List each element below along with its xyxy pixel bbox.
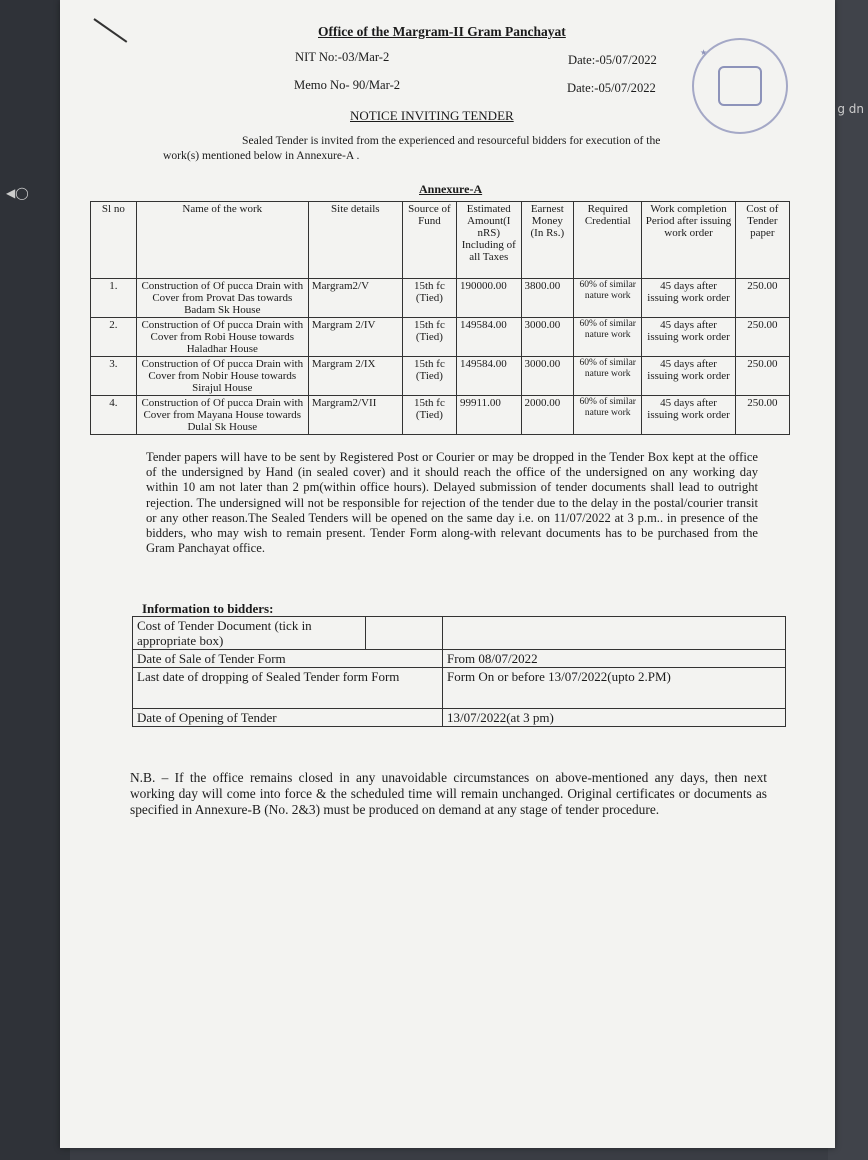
earnest-money: 3000.00 (521, 318, 574, 357)
col-estimated-amount: Estimated Amount(I nRS) Including of all Taxes (457, 202, 522, 279)
nit-number: NIT No:-03/Mar-2 (295, 50, 390, 64)
notice-title: NOTICE INVITING TENDER (350, 108, 514, 123)
earnest-money: 2000.00 (521, 396, 574, 435)
work-name: Construction of Of pucca Drain with Cover from Mayana House towards Dulal Sk House (136, 396, 308, 435)
source-of-fund: 15th fc (Tied) (402, 279, 456, 318)
background-text: g dn (837, 102, 864, 116)
tender-instructions-paragraph: Tender papers will have to be sent by Registered Post or Courier or may be dropped in the Tender Box kept at the office of the undersigned by Hand (in sealed cover) and it should reach the office of the undersigned on any working day within 10 am not later than 2 pm(within office hours). Delayed submission of tender documents shall lead to outright rejection. The undersigned will not be responsible for rejection of the tender due to the delay in the postal/courier transit or any other reason.The Sealed Tenders will be opened on the same day i.e. on 11/07/2022 at 3 p.m.. in presence of the bidders, who may wish to remain present. Tender Form along-with relevant documents has to be purchased from the Gram Panchayat office. (146, 450, 758, 556)
nb-note: N.B. – If the office remains closed in any unavoidable circumstances on above-mentioned any days, then next working day will come into force & the scheduled time will remain unchanged. Original certificates or documents as specified in Annexure-B (No. 2&3) must be produced on demand at any stage of tender procedure. (130, 770, 767, 817)
seal-lettering: ★ (700, 48, 708, 57)
pen-mark (93, 18, 127, 43)
nit-date: Date:-05/07/2022 (568, 53, 657, 67)
seal-emblem-icon (718, 66, 762, 106)
col-sl-no: Sl no (91, 202, 137, 279)
sl-no: 3. (91, 357, 137, 396)
annexure-table (90, 201, 790, 435)
work-name: Construction of Of pucca Drain with Cover from Provat Das towards Badam Sk House (136, 279, 308, 318)
work-completion-period: 45 days after issuing work order (642, 357, 735, 396)
intro-line-1: Sealed Tender is invited from the experienced and resourceful bidders for execution of the (242, 134, 661, 147)
site-details: Margram2/V (308, 279, 402, 318)
speaker-icon: ◀︎◯ (6, 186, 29, 200)
work-name: Construction of Of pucca Drain with Cover from Nobir House towards Sirajul House (136, 357, 308, 396)
estimated-amount: 190000.00 (457, 279, 522, 318)
site-details: Margram 2/IX (308, 357, 402, 396)
site-details: Margram 2/IV (308, 318, 402, 357)
memo-number: Memo No- 90/Mar-2 (294, 78, 401, 92)
info-heading: Information to bidders: (142, 601, 274, 616)
earnest-money: 3000.00 (521, 357, 574, 396)
table-row (91, 396, 790, 435)
col-site-details: Site details (308, 202, 402, 279)
required-credential: 60% of similar nature work (574, 396, 642, 435)
sale-value: From 08/07/2022 (443, 650, 786, 668)
annexure-title: Annexure-A (419, 182, 483, 196)
tender-document (60, 0, 835, 1148)
cost-of-tender: 250.00 (735, 396, 789, 435)
opening-value: 13/07/2022(at 3 pm) (443, 709, 786, 727)
cost-of-tender: 250.00 (735, 279, 789, 318)
table-row (91, 279, 790, 318)
memo-date: Date:-05/07/2022 (567, 81, 656, 95)
col-source-of-fund: Source of Fund (402, 202, 456, 279)
source-of-fund: 15th fc (Tied) (402, 357, 456, 396)
estimated-amount: 99911.00 (457, 396, 522, 435)
estimated-amount: 149584.00 (457, 357, 522, 396)
work-completion-period: 45 days after issuing work order (642, 396, 735, 435)
opening-label: Date of Opening of Tender (133, 709, 443, 727)
col-work-completion: Work completion Period after issuing work order (642, 202, 735, 279)
estimated-amount: 149584.00 (457, 318, 522, 357)
cost-label: Cost of Tender Document (tick in appropriate box) (133, 617, 366, 650)
table-row (91, 357, 790, 396)
required-credential: 60% of similar nature work (574, 318, 642, 357)
work-completion-period: 45 days after issuing work order (642, 318, 735, 357)
required-credential: 60% of similar nature work (574, 279, 642, 318)
sale-label: Date of Sale of Tender Form (133, 650, 443, 668)
drop-label: Last date of dropping of Sealed Tender form Form (133, 668, 443, 709)
cost-of-tender: 250.00 (735, 318, 789, 357)
col-name-of-work: Name of the work (136, 202, 308, 279)
sl-no: 4. (91, 396, 137, 435)
cost-of-tender: 250.00 (735, 357, 789, 396)
site-details: Margram2/VII (308, 396, 402, 435)
col-required-credential: Required Credential (574, 202, 642, 279)
source-of-fund: 15th fc (Tied) (402, 396, 456, 435)
intro-line-2: work(s) mentioned below in Annexure-A . (163, 149, 360, 162)
sl-no: 2. (91, 318, 137, 357)
info-table (132, 616, 786, 727)
earnest-money: 3800.00 (521, 279, 574, 318)
official-seal (692, 38, 788, 134)
sl-no: 1. (91, 279, 137, 318)
cost-value (443, 617, 786, 650)
work-name: Construction of Of pucca Drain with Cover from Robi House towards Haladhar House (136, 318, 308, 357)
source-of-fund: 15th fc (Tied) (402, 318, 456, 357)
work-completion-period: 45 days after issuing work order (642, 279, 735, 318)
col-cost-of-tender: Cost of Tender paper (735, 202, 789, 279)
required-credential: 60% of similar nature work (574, 357, 642, 396)
col-earnest-money: Earnest Money (In Rs.) (521, 202, 574, 279)
table-row (91, 318, 790, 357)
drop-value: Form On or before 13/07/2022(upto 2.PM) (443, 668, 786, 709)
tick-box (366, 617, 443, 650)
office-title: Office of the Margram-II Gram Panchayat (318, 24, 566, 39)
